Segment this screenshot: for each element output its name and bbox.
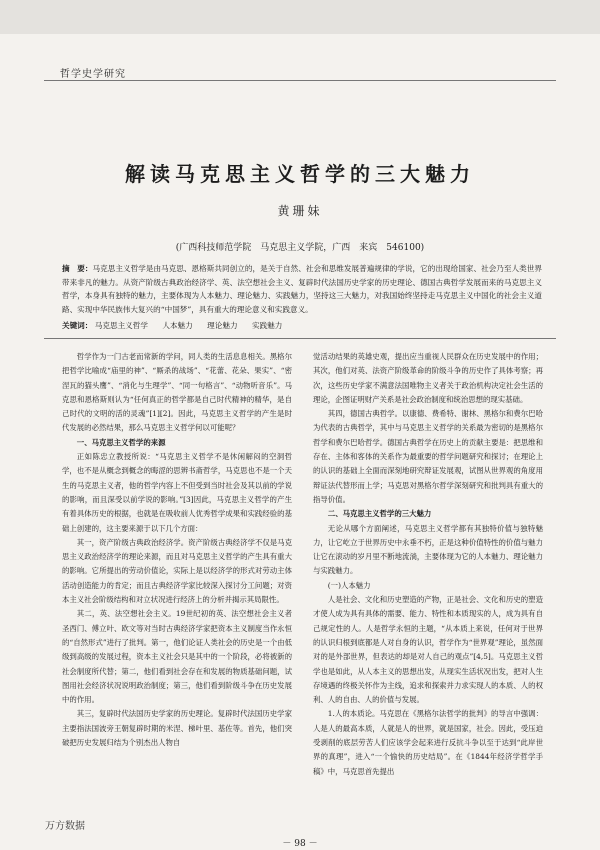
author-affiliation: (广西科技师范学院 马克思主义学院，广西 来宾 546100) [175, 243, 425, 253]
subsection-heading: (一)人本魅力 [327, 580, 371, 590]
page-number: － 98 － [282, 839, 318, 849]
keyword: 理论魅力 [207, 321, 238, 330]
top-band [0, 0, 600, 34]
keywords [62, 320, 542, 331]
article-title: 解读马克思主义哲学的三大魅力 [125, 162, 475, 186]
paragraph: 其二，英、法空想社会主义。19世纪初的英、法空想社会主义者圣西门、傅立叶、欧文等对当时古典经济学家把资本主义制度当作永恒的“自然形式”进行了批判。第一，他们论证人类社会的历史是一个由低级到高级的发展过程，资本主义社会只是其中的一个阶段，必将被新的社会制度所代替；第二，他们看到社会存在和发展的物质基础问题，试图用社会经济状况说明政治制度；第三，他们看到阶级斗争在历史发展中的作用。 [62, 609, 292, 705]
paragraph: 其一，资产阶级古典政治经济学。资产阶级古典经济学不仅是马克思主义政治经济学的理论来源，而且对马克思主义哲学的产生具有重大的影响。它所提出的劳动价值论，实际上是以经济学的形式对劳动主体活动创造能力的肯定；而且古典经济学家比较深入探讨分工问题；对资本主义社会阶级结构和对立状况进行经济上的分析并揭示其局限性。 [62, 537, 292, 605]
paragraph: 其四，德国古典哲学。以康德、费希特、谢林、黑格尔和费尔巴哈为代表的古典哲学，其中与马克思主义哲学的关系最为密切的是黑格尔哲学和费尔巴哈哲学。德国古典哲学在历史上的贡献主要是：把思维和存在、主体和客体的关系作为最重要的哲学问题研究和探讨；在理论上的认识的基础上全面而深刻地研究辩证发展观，试图从世界观的角度用辩证法代替形而上学；马克思对黑格尔哲学深刻研究和批判具有重大的指导价值。 [313, 409, 543, 504]
abstract [62, 262, 542, 316]
paragraph: 1.人的本质论。马克思在《黑格尔法哲学的批判》的导言中强调：人是人的最高本质，人就是人的世界，就是国家，社会。因此，受压迫受剥削的底层劳苦人们应该学会起来进行反抗斗争以至于达到“此岸世界的真理”，进入“一个愉快的历史结局”。在《1844年经济学哲学手稿》中，马克思首先提出 [313, 709, 543, 776]
abstract-rule [44, 338, 556, 339]
journal-section-label: 哲学史学研究 [60, 69, 126, 80]
paragraph: 哲学作为一门古老而常新的学问，同人类的生活息息相关。黑格尔把哲学比喻成“庙里的神”、“厮杀的战场”、“花蕾、花朵、果实”、“密涅瓦的猫头鹰”、“消化与生理学”、“同一句格言”、“动物听音乐”。马克思和恩格斯则认为“任何真正的哲学都是自己时代精神的精华，是自己时代的文明的活的灵魂”[1][2]。因此，马克思主义哲学的产生是时代发展的必然结果，那么马克思主义哲学何以可能呢？ [62, 352, 292, 433]
keyword: 实践魅力 [251, 321, 283, 330]
section-heading: 一、马克思主义哲学的来源 [76, 437, 166, 447]
body-column-right [313, 350, 543, 779]
paragraph: 觉活动结果的英雄史观，提出应当重视人民群众在历史发展中的作用；其次，他们对英、法资产阶级革命的阶级斗争的历史作了具体考察；再次，这些历史学家不满意法国唯物主义者关于政治机构决定社会生活的理论，企图证明财产关系是社会政治制度和统治思想的现实基础。 [313, 352, 543, 404]
abstract-text: 马克思主义哲学是由马克思、恩格斯共同创立的，是关于自然、社会和思维发展普遍规律的学说，它的出现给国家、社会乃至人类世界带来非凡的魅力。从资产阶级古典政治经济学、英、法空想社会主义、复辟时代法国历史学家的历史理论、德国古典哲学发展而来的马克思主义哲学，本身具有独特的魅力，主要体现为人本魅力、理论魅力、实践魅力，坚持这三大魅力，对我国始终坚持走马克思主义中国化的社会主义道路、实现中华民族伟大复兴的“中国梦”，具有重大的理论意义和实践意义。 [62, 264, 542, 314]
keywords-label: 关键词： [62, 321, 93, 330]
keyword: 马克思主义哲学 [94, 321, 148, 330]
header-rule [44, 80, 556, 81]
author-name: 黄珊妹 [277, 204, 323, 218]
abstract-label: 摘 要： [62, 264, 93, 273]
paragraph: 无论从哪个方面阐述，马克思主义哲学都有其独特价值与独特魅力，让它屹立于世界历史中永垂不朽，正是这种价值特性的价值与魅力让它在滚动的岁月里不断地流淌，主要体现为它的人本魅力、理论魅力与实践魅力。 [313, 523, 543, 576]
paragraph: 正如陈忠立教授所说：“马克思主义哲学不是休闲解闷的空洞哲学，也不是从概念到概念的晦涩的思辨书斋哲学，马克思也不是一个天生的马克思主义者，他的哲学内容上不但受到当时社会及其以前的学说的影响，而且深受以前学说的影响。”[3]因此，马克思主义哲学的产生有着具体历史的根据，也就是在吸收前人优秀哲学成果和实践经验的基础上创建的，这主要来源于以下几个方面： [62, 452, 292, 533]
body-column-left [62, 350, 292, 750]
paragraph: 其三，复辟时代法国历史学家的历史理论。复辟时代法国历史学家主要指法国波旁王朝复辟时期的米涅、梯叶里、基佐等。首先，他们突破把历史发展归结为个别杰出人物自 [62, 709, 292, 748]
wanfang-watermark: 万方数据 [45, 821, 85, 832]
keyword: 人本魅力 [162, 321, 193, 330]
section-heading: 二、马克思主义哲学的三大魅力 [327, 509, 432, 519]
paragraph: 人是社会、文化和历史塑造的产物，正是社会、文化和历史的塑造才使人成为具有具体的需要、能力、特性和本质现实的人，成为具有自己规定性的人。人是哲学永恒的主题，“从本质上来说，任何对于世界的认识归根到底都是人对自身的认识，哲学作为“世界观”理论，虽然面对的是外部世界，但表达的却是对人自己的观点”[4,5]。马克思主义哲学也是如此，从人本主义的思想出发，从现实生活状况出发，把对人生存境遇的终极关怀作为主线，追求和探索并力求实现人的本质、人的权利、人的自由、人的价值与发展。 [313, 595, 543, 705]
